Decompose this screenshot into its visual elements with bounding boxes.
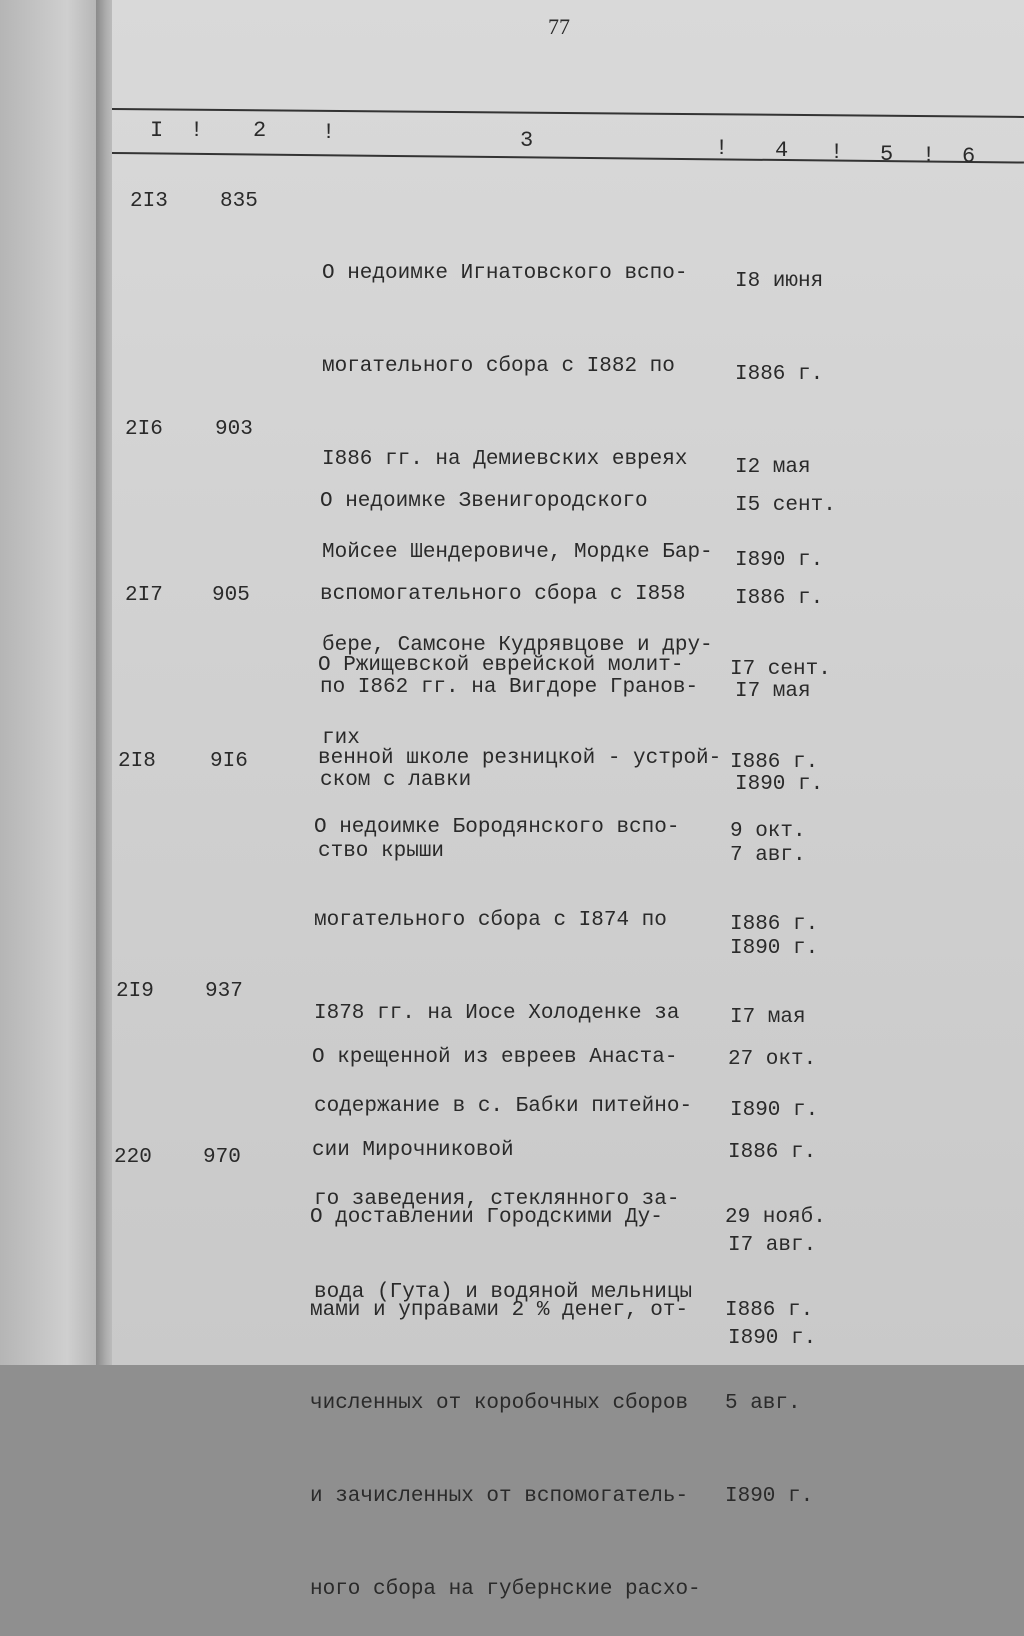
row-number: 2I3 [130, 190, 168, 213]
header-col-4: 4 [775, 138, 789, 163]
header-col-2: 2 [253, 118, 267, 143]
file-number: 970 [203, 1146, 241, 1169]
row-number: 2I9 [116, 980, 154, 1003]
row-dates: I7 сент. I886 г. 7 авг. I890 г. [730, 658, 831, 960]
header-separator: ! [715, 136, 729, 161]
row-number: 2I6 [125, 418, 163, 441]
file-number: 903 [215, 418, 253, 441]
header-separator: ! [190, 118, 204, 143]
page-number: 77 [548, 14, 570, 39]
header-col-5: 5 [880, 142, 894, 167]
row-number: 2I8 [118, 750, 156, 773]
row-dates: I8 июня I886 г. I2 мая I890 г. [735, 270, 824, 572]
file-number: 937 [205, 980, 243, 1003]
header-col-6: 6 [962, 144, 976, 169]
row-description: О Ржищевской еврейской молит- венной школе резницкой - устрой- ство крыши [318, 654, 722, 863]
file-number: 9I6 [210, 750, 248, 773]
header-col-1: I [150, 118, 164, 143]
header-separator: ! [322, 120, 336, 145]
row-description: О доставлении Городскими Ду- мами и управами 2 % денег, от- численных от коробочных сборов и зачисленных от вспомогатель- ного сбора на губернские расхо- [310, 1206, 701, 1601]
row-dates: I5 сент. I886 г. I7 мая I890 г. [735, 494, 836, 796]
row-number: 2I7 [125, 584, 163, 607]
header-separator: ! [922, 143, 936, 168]
row-dates: 9 окт. I886 г. I7 мая I890 г. [730, 820, 819, 1122]
row-description: О недоимке Звенигородского вспомогательного сбора с I858 по I862 гг. на Вигдоре Гранов- ском с лавки [320, 490, 699, 792]
row-dates: 29 нояб. I886 г. 5 авг. I890 г. [725, 1206, 826, 1508]
row-dates: 27 окт. I886 г. I7 авг. I890 г. [728, 1048, 817, 1350]
row-number: 220 [114, 1146, 152, 1169]
header-col-3: 3 [520, 128, 534, 153]
row-description: О крещенной из евреев Анаста- сии Мирочниковой [312, 1046, 678, 1162]
row-description: О недоимке Игнатовского вспо- могательного сбора с I882 по I886 гг. на Демиевских евреях Мойсее Шендеровиче, Мордке Бар- бере, Самсоне Кудрявцове и дру- гих [322, 262, 713, 750]
header-separator: ! [830, 140, 844, 165]
file-number: 905 [212, 584, 250, 607]
file-number: 835 [220, 190, 258, 213]
row-description: О недоимке Бородянского вспо- могательного сбора с I874 по I878 гг. на Иосе Холоденке за содержание в с. Бабки питейно- го заведения, стеклянного за- вода (Гута) и водяной мельницы [314, 816, 693, 1304]
